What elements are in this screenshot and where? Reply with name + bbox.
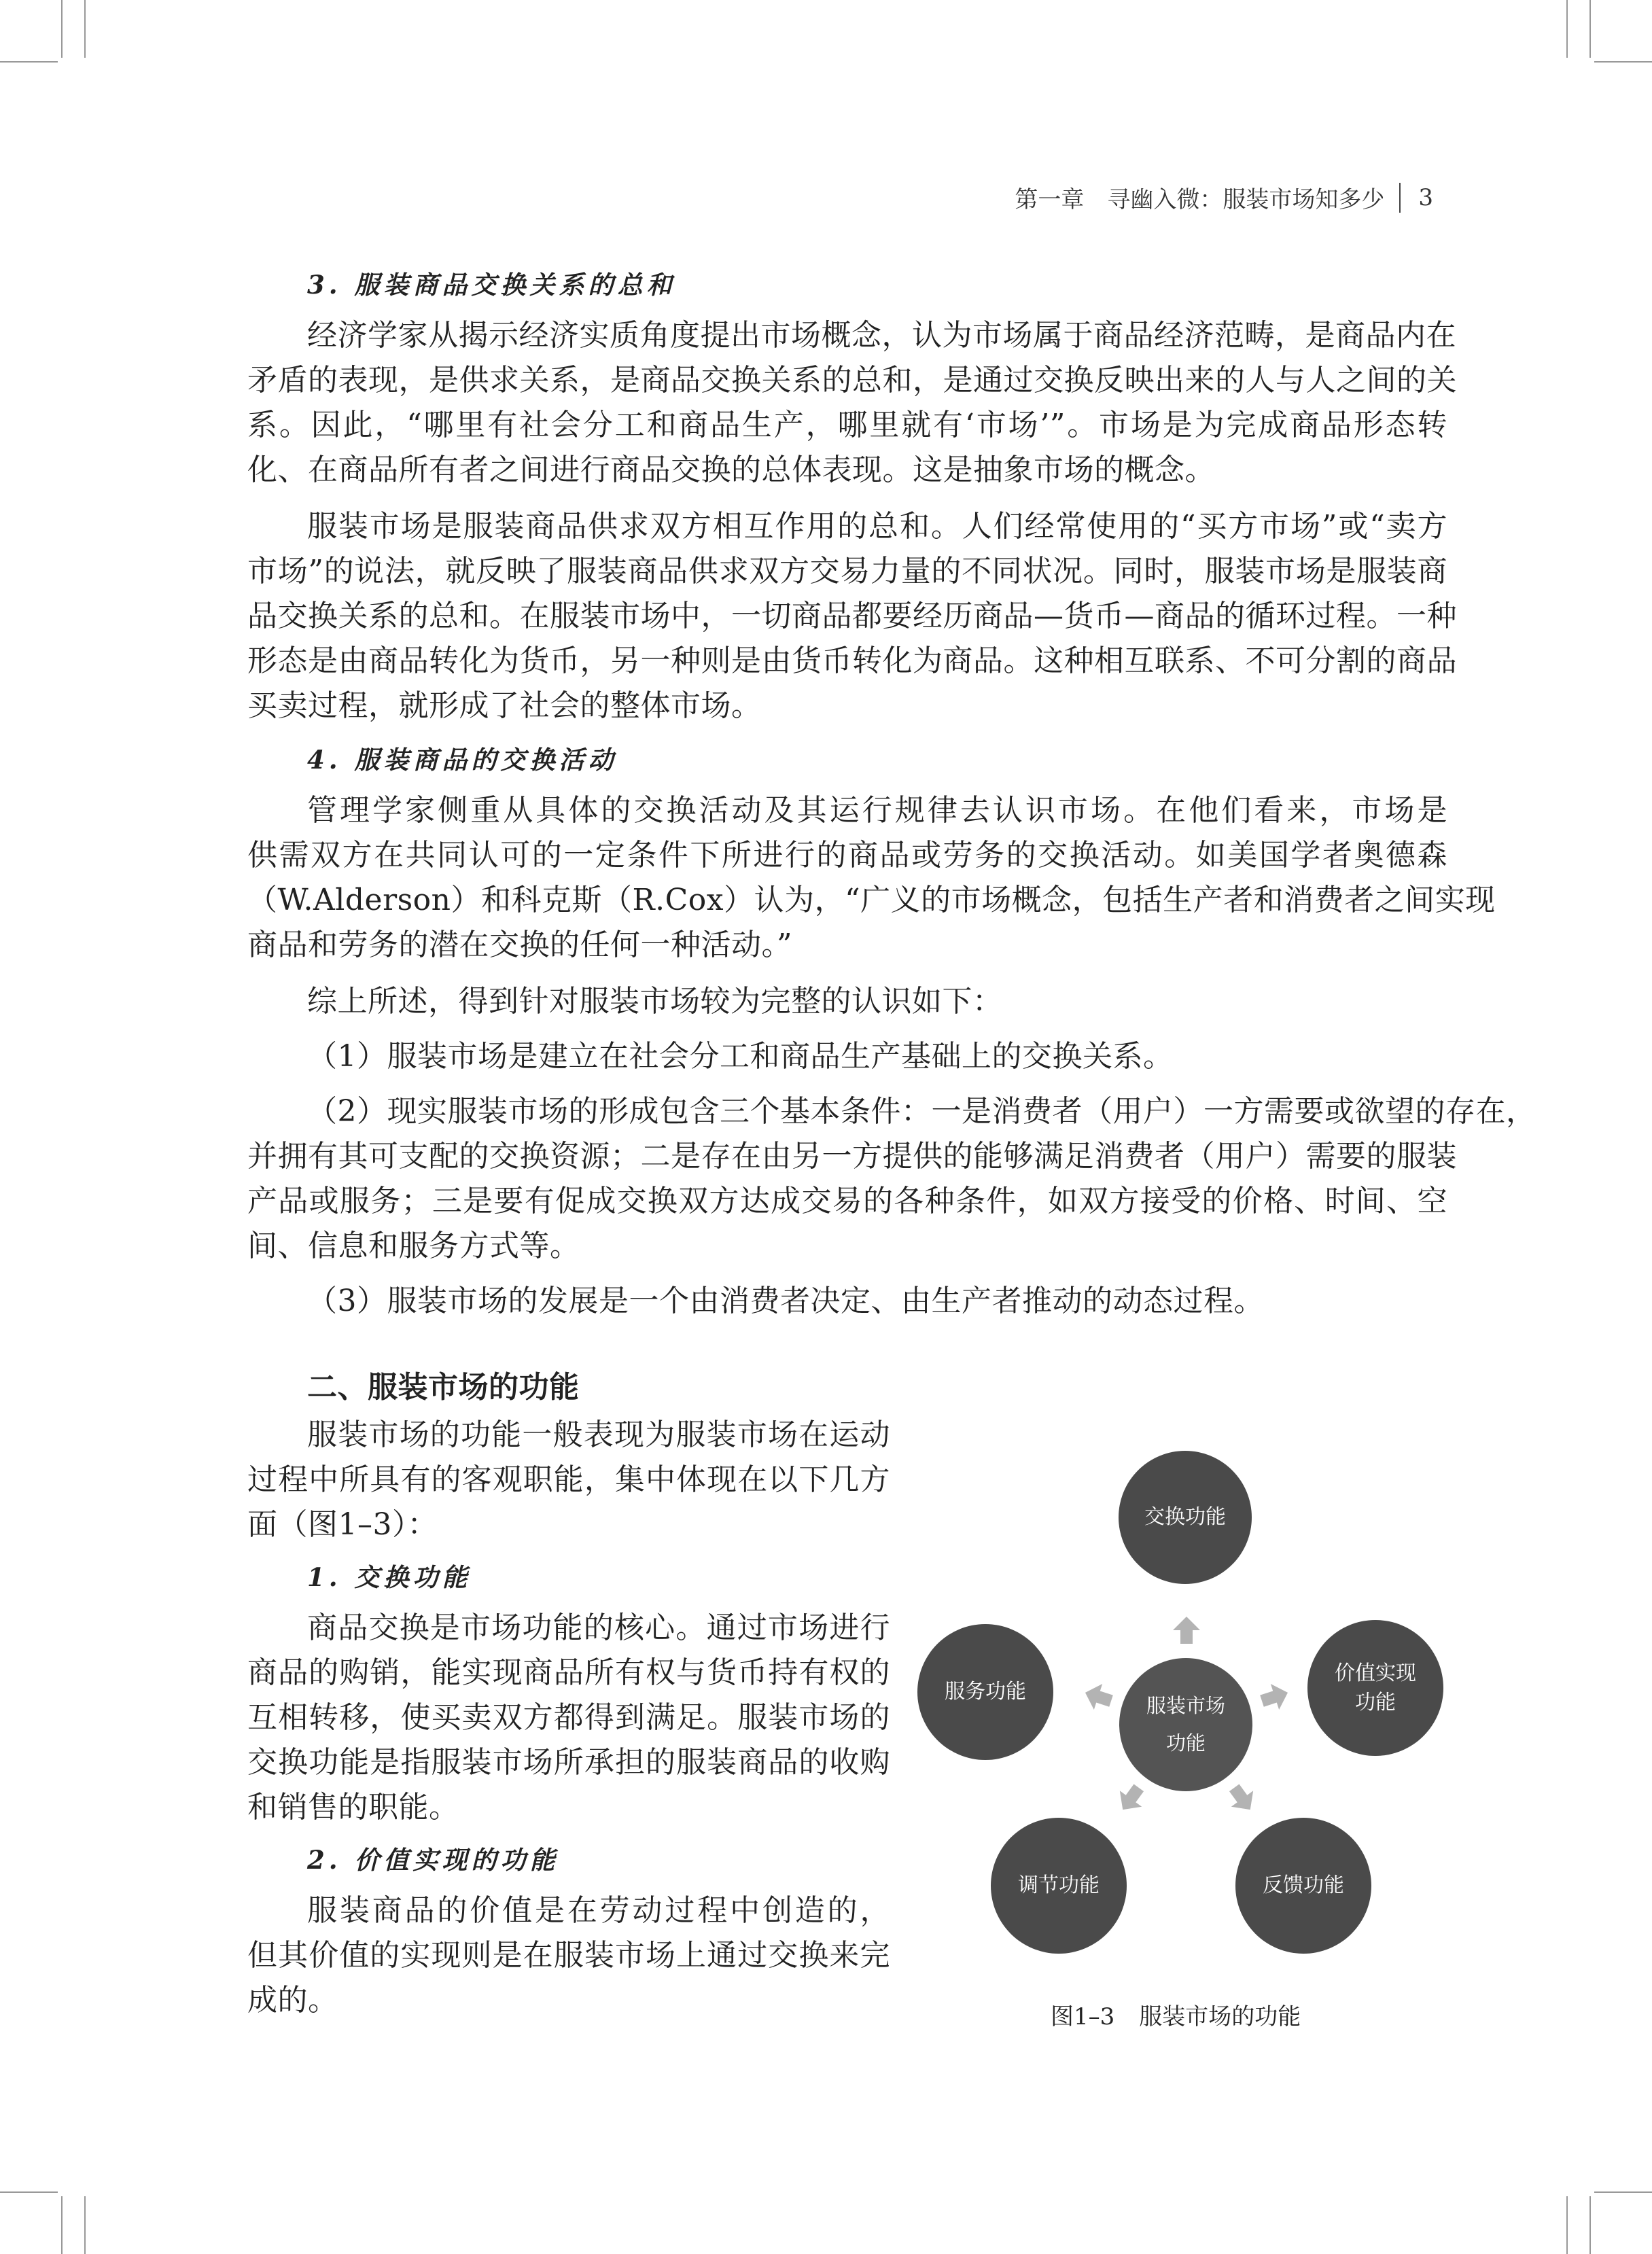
circle-label: 调节功能 — [1018, 1873, 1100, 1898]
circle-label-line: 功能 — [1355, 1691, 1396, 1714]
summary-line: 综上所述，得到针对服装市场较为完整的认识如下： — [307, 984, 1003, 1019]
figure-number: 图1–3 — [1051, 2003, 1115, 2030]
function-circle-center — [1119, 1658, 1252, 1791]
paragraph-line: 商品和劳务的潜在交换的任何一种活动。” — [247, 928, 792, 962]
paragraph-line: 化、在商品所有者之间进行商品交换的总体表现。这是抽象市场的概念。 — [247, 453, 1215, 487]
subheading-exchange: 1. 交换功能 — [307, 1562, 472, 1592]
paragraph-line: 市场”的说法，就反映了服装商品供求双方交易力量的不同状况。同时，服装市场是服装商 — [247, 554, 1447, 588]
paragraph-line: 经济学家从揭示经济实质角度提出市场概念，认为市场属于商品经济范畴，是商品内在 — [307, 318, 1456, 353]
circle-label-line: 功能 — [1165, 1731, 1206, 1755]
crop-mark — [84, 2196, 86, 2254]
crop-mark — [1594, 2191, 1652, 2193]
section-3-heading: 3. 服装商品交换关系的总和 — [307, 270, 676, 300]
circle-label-line: 服装市场 — [1146, 1693, 1225, 1717]
paragraph-line: 形态是由商品转化为货币，另一种则是由货币转化为商品。这种相互联系、不可分割的商品 — [247, 644, 1457, 678]
function-circle-top — [1119, 1451, 1252, 1584]
arrow-down-right-icon — [1227, 1784, 1257, 1814]
circle-label — [1146, 1687, 1225, 1762]
paragraph-line: 服装商品的价值是在劳动过程中创造的， — [307, 1893, 890, 1928]
paragraph-line: 过程中所具有的客观职能，集中体现在以下几方 — [247, 1462, 890, 1497]
crop-mark — [61, 2196, 63, 2254]
list-item-1: （1）服装市场是建立在社会分工和商品生产基础上的交换关系。 — [307, 1039, 1174, 1074]
circle-label-line: 价值实现 — [1335, 1661, 1416, 1685]
crop-mark — [84, 0, 86, 58]
market-function-diagram — [917, 1451, 1461, 1967]
function-circle-right — [1307, 1620, 1443, 1756]
header-divider — [1399, 183, 1401, 213]
paragraph-line: 品交换关系的总和。在服装市场中，一切商品都要经历商品—货币—商品的循环过程。一种 — [247, 599, 1457, 633]
crop-mark — [0, 2191, 58, 2193]
arrow-up-icon — [1172, 1615, 1201, 1645]
paragraph-line: 和销售的职能。 — [247, 1790, 459, 1825]
figure-caption — [1051, 1998, 1301, 2031]
page-number: 3 — [1418, 183, 1433, 211]
paragraph-line: 互相转移，使买卖双方都得到满足。服装市场的 — [247, 1700, 890, 1735]
paragraph-line: 服装市场是服装商品供求双方相互作用的总和。人们经常使用的“买方市场”或“卖方 — [307, 509, 1447, 544]
paragraph-line: 成的。 — [247, 1983, 338, 2018]
circle-label: 服务功能 — [945, 1680, 1026, 1704]
crop-mark — [61, 0, 63, 58]
section-2-heading: 二、服装市场的功能 — [307, 1370, 580, 1405]
paragraph-line: 面（图1–3）： — [247, 1507, 438, 1542]
paragraph-line: 买卖过程，就形成了社会的整体市场。 — [247, 688, 762, 723]
paragraph-line: 商品交换是市场功能的核心。通过市场进行 — [307, 1610, 890, 1645]
paragraph-line: 系。因此，“哪里有社会分工和商品生产，哪里就有‘市场’”。市场是为完成商品形态转 — [247, 408, 1447, 442]
circle-label: 反馈功能 — [1263, 1873, 1344, 1898]
paragraph-line: 交换功能是指服装市场所承担的服装商品的收购 — [247, 1745, 890, 1780]
list-item-3: （3）服装市场的发展是一个由消费者决定、由生产者推动的动态过程。 — [307, 1284, 1264, 1318]
running-header — [1015, 181, 1433, 214]
paragraph-line: 服装市场的功能一般表现为服装市场在运动 — [307, 1417, 890, 1452]
figure-title: 服装市场的功能 — [1139, 2003, 1301, 2030]
crop-mark — [0, 61, 58, 63]
paragraph-line: （W.Alderson）和科克斯（R.Cox）认为，“广义的市场概念，包括生产者和消费者之间实现 — [247, 883, 1496, 917]
crop-mark — [1594, 61, 1652, 63]
function-circle-bottom-right — [1235, 1818, 1371, 1954]
list-item-2-line: 产品或服务；三是要有促成交换双方达成交易的各种条件，如双方接受的价格、时间、空 — [247, 1184, 1447, 1218]
paragraph-line: 但其价值的实现则是在服装市场上通过交换来完 — [247, 1938, 890, 1973]
section-4-heading: 4. 服装商品的交换活动 — [307, 745, 618, 775]
paragraph-line: 管理学家侧重从具体的交换活动及其运行规律去认识市场。在他们看来，市场是 — [307, 793, 1447, 828]
arrow-right-icon — [1260, 1682, 1290, 1712]
function-circle-bottom-left — [991, 1818, 1127, 1954]
arrow-down-left-icon — [1116, 1784, 1146, 1814]
crop-mark — [1566, 0, 1568, 58]
circle-label: 交换功能 — [1144, 1505, 1226, 1530]
arrow-left-icon — [1083, 1682, 1113, 1712]
crop-mark — [1566, 2196, 1568, 2254]
paragraph-line: 矛盾的表现，是供求关系，是商品交换关系的总和，是通过交换反映出来的人与人之间的关 — [247, 363, 1457, 398]
function-circle-left — [917, 1624, 1053, 1760]
circle-label — [1335, 1659, 1416, 1718]
chapter-title: 第一章 寻幽入微：服装市场知多少 — [1015, 186, 1385, 213]
crop-mark — [1589, 2196, 1591, 2254]
list-item-2-line: 间、信息和服务方式等。 — [247, 1229, 580, 1263]
list-item-2-line: 并拥有其可支配的交换资源；二是存在由另一方提供的能够满足消费者（用户）需要的服装 — [247, 1139, 1457, 1174]
paragraph-line: 供需双方在共同认可的一定条件下所进行的商品或劳务的交换活动。如美国学者奥德森 — [247, 838, 1447, 873]
subheading-value: 2. 价值实现的功能 — [307, 1845, 559, 1875]
list-item-2-line: （2）现实服装市场的形成包含三个基本条件：一是消费者（用户）一方需要或欲望的存在， — [307, 1094, 1536, 1129]
paragraph-line: 商品的购销，能实现商品所有权与货币持有权的 — [247, 1655, 890, 1690]
crop-mark — [1589, 0, 1591, 58]
